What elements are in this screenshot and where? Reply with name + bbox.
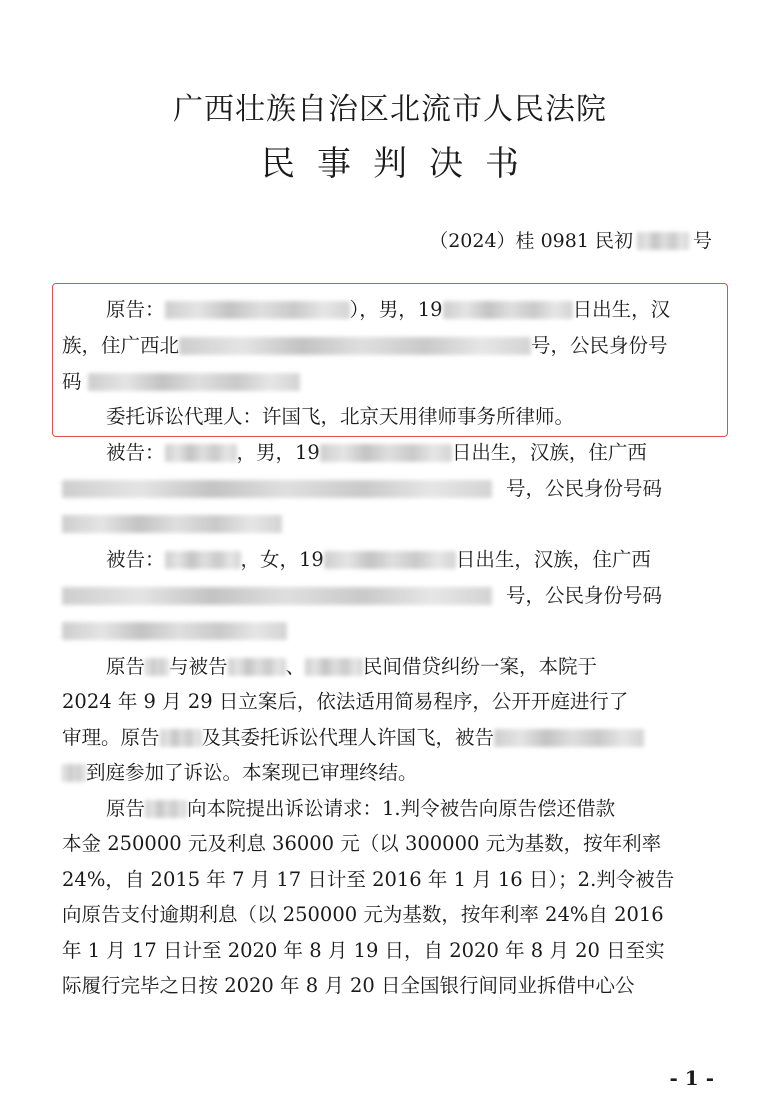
para2-line-2: 本金 250000 元及利息 36000 元（以 300000 元为基数，按年利率 — [62, 832, 662, 855]
redaction — [88, 373, 300, 391]
para2-line-1 — [62, 799, 714, 819]
redaction — [145, 800, 187, 818]
redaction — [145, 658, 169, 676]
text-run: 原告 — [106, 655, 146, 678]
text-run: 及其委托诉讼代理人许国飞，被告 — [201, 726, 495, 749]
defendant2-id-label: 号，公民身份号码 — [506, 584, 663, 607]
redaction — [62, 480, 492, 498]
para1-line-4 — [62, 763, 714, 783]
text-run: 审理。原告 — [62, 726, 160, 749]
plaintiff-birth: 日出生，汉 — [572, 298, 671, 321]
defendant2-gender: ，女，19 — [240, 548, 324, 571]
court-name: 广西壮族自治区北流市人民法院 — [173, 92, 607, 127]
para2-line-5: 年 1 月 17 日计至 2020 年 8 月 19 日，自 2020 年 8 月 20 日至实 — [62, 939, 665, 962]
case-number — [429, 226, 712, 253]
redaction — [165, 301, 350, 319]
redaction — [324, 551, 456, 569]
plaintiff-label: 原告： — [106, 298, 165, 321]
defendant1-line-3 — [62, 514, 714, 534]
redaction — [443, 301, 573, 319]
text-run: 民间借贷纠纷一案，本院于 — [363, 655, 598, 678]
case-number-suffix: 号 — [692, 230, 712, 252]
redaction — [62, 764, 86, 782]
redaction — [637, 232, 689, 250]
redaction — [305, 658, 363, 676]
plaintiff-id-label-2: 码 — [62, 370, 82, 393]
agent-line — [62, 407, 714, 427]
redaction — [165, 444, 237, 462]
page-number: - 1 - — [669, 1066, 714, 1090]
defendant1-line-1 — [62, 443, 714, 463]
plaintiff-line-1 — [62, 300, 714, 320]
defendant1-id-label: 号，公民身份号码 — [506, 477, 663, 500]
plaintiff-address: 族，住广西北 — [62, 334, 180, 357]
text-run: 与被告 — [169, 655, 228, 678]
redaction — [160, 729, 202, 747]
defendant2-line-1 — [62, 550, 714, 570]
para2-line-3: 24%，自 2015 年 7 月 17 日计至 2016 年 1 月 16 日）；2.判令被告 — [62, 868, 675, 891]
redaction — [228, 658, 286, 676]
redaction — [62, 622, 287, 640]
defendant2-line-3 — [62, 621, 714, 641]
text-run: 、 — [285, 655, 306, 678]
para1-line-2: 2024 年 9 月 29 日立案后，依法适用简易程序，公开开庭进行了 — [62, 690, 629, 713]
plaintiff-gender: ），男，19 — [349, 298, 443, 321]
redaction — [320, 444, 452, 462]
text-run: 原告 — [106, 797, 146, 820]
defendant1-label: 被告： — [106, 441, 165, 464]
defendant2-birth: 日出生，汉族，住广西 — [455, 548, 651, 571]
plaintiff-line-2 — [62, 336, 714, 356]
redaction — [62, 587, 492, 605]
defendant1-birth: 日出生，汉族，住广西 — [451, 441, 647, 464]
redaction — [494, 729, 644, 747]
plaintiff-line-3 — [62, 372, 714, 392]
para2-line-4: 向原告支付逾期利息（以 250000 元为基数，按年利率 24%自 2016 — [62, 903, 664, 926]
para1-line-1 — [62, 657, 714, 677]
document-title: 民事判决书 — [261, 144, 541, 184]
para2-line-6: 际履行完毕之日按 2020 年 8 月 20 日全国银行间同业拆借中心公 — [62, 974, 635, 997]
para1-line-3 — [62, 728, 714, 748]
redaction — [165, 551, 241, 569]
text-run: 向本院提出诉讼请求：1.判令被告向原告偿还借款 — [187, 797, 616, 820]
case-number-prefix: （2024）桂 0981 民初 — [429, 230, 633, 252]
redaction — [179, 337, 531, 355]
redaction — [62, 515, 282, 533]
agent-text: 委托诉讼代理人：许国飞，北京天用律师事务所律师。 — [106, 405, 575, 428]
defendant2-label: 被告： — [106, 548, 165, 571]
defendant1-gender: ，男，19 — [236, 441, 320, 464]
defendant1-line-2 — [62, 479, 714, 499]
plaintiff-id-label: 号，公民身份号 — [531, 334, 668, 357]
text-run: 到庭参加了诉讼。本案现已审理终结。 — [86, 761, 418, 784]
defendant2-line-2 — [62, 586, 714, 606]
